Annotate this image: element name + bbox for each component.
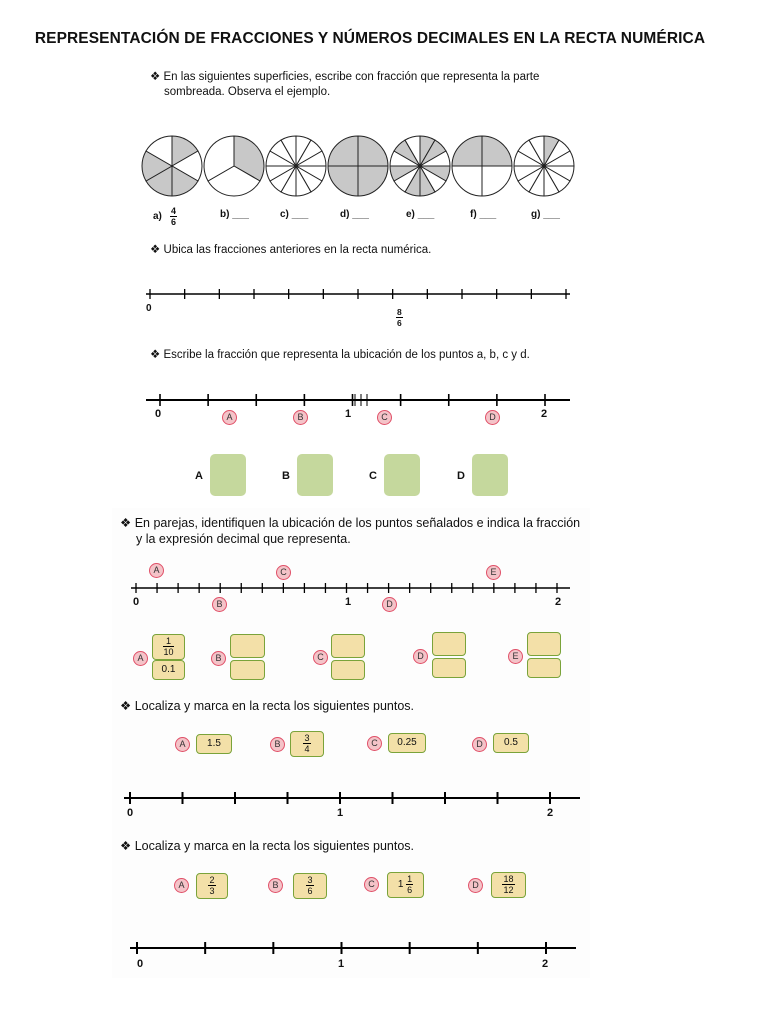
answer-box-c[interactable] bbox=[384, 454, 420, 496]
number-line-1-zero: 0 bbox=[146, 303, 152, 314]
box-label-b: B bbox=[282, 470, 290, 482]
answer-point-d: D bbox=[413, 649, 428, 664]
value-box-d: 0.5 bbox=[493, 733, 529, 753]
value-point-a: A bbox=[175, 737, 190, 752]
box-label-d: D bbox=[457, 470, 465, 482]
label-d: d) ___ bbox=[340, 209, 369, 220]
instruction-locate: ❖ Ubica las fracciones anteriores en la recta numérica. bbox=[150, 244, 432, 256]
point-d: D bbox=[382, 597, 397, 612]
answer-decimal-e[interactable] bbox=[527, 658, 561, 678]
answer-point-c: C bbox=[313, 650, 328, 665]
box-label-c: C bbox=[369, 470, 377, 482]
fraction-circle-1 bbox=[142, 136, 202, 196]
box-label-a: A bbox=[195, 470, 203, 482]
tick-0: 0 bbox=[133, 596, 140, 608]
answer-box-b[interactable] bbox=[297, 454, 333, 496]
tick-2: 2 bbox=[542, 958, 549, 970]
fraction-circle-5 bbox=[390, 136, 450, 196]
instruction-locate-3: ❖ Localiza y marca en la recta los siguientes puntos. bbox=[120, 839, 415, 853]
point-a: A bbox=[149, 563, 164, 578]
bullet-icon: ❖ bbox=[150, 71, 161, 83]
fraction-circle-4 bbox=[328, 136, 388, 196]
instruction-line-2: sombreada. Observa el ejemplo. bbox=[164, 86, 331, 98]
point-e: E bbox=[486, 565, 501, 580]
label-f: f) ___ bbox=[470, 209, 497, 220]
value-point-d: D bbox=[468, 878, 483, 893]
answer-decimal-c[interactable] bbox=[331, 660, 365, 680]
label-g: g) ___ bbox=[531, 209, 560, 220]
number-line-4 bbox=[120, 788, 585, 812]
instruction-line-1: En las siguientes superficies, escribe con fracción que representa la parte bbox=[163, 71, 540, 83]
instruction-pairs: ❖ En parejas, identifiquen la ubicación de los puntos señalados e indica la fracción y la expresión decimal que representa. bbox=[120, 516, 581, 546]
number-line-1-mark: $\frac{8}{6}$ bbox=[397, 307, 402, 328]
answer-fraction-a[interactable]: $\frac{1}{10}$ bbox=[152, 634, 185, 660]
answer-point-b: B bbox=[211, 651, 226, 666]
tick-1: 1 bbox=[337, 807, 344, 819]
tick-2: 2 bbox=[541, 408, 548, 420]
circle-sector bbox=[328, 136, 358, 166]
value-point-d: D bbox=[472, 737, 487, 752]
answer-point-a: A bbox=[133, 651, 148, 666]
tick-1: 1 bbox=[345, 596, 352, 608]
value-box-b: $\frac{3}{6}$ bbox=[293, 873, 327, 899]
tick-2: 2 bbox=[547, 807, 554, 819]
answer-box-a[interactable] bbox=[210, 454, 246, 496]
value-point-c: C bbox=[364, 877, 379, 892]
tick-1: 1 bbox=[338, 958, 345, 970]
point-b: B bbox=[293, 410, 308, 425]
tick-0: 0 bbox=[137, 958, 144, 970]
instruction-circles bbox=[150, 70, 539, 100]
point-d: D bbox=[485, 410, 500, 425]
point-b: B bbox=[212, 597, 227, 612]
answer-fraction-c[interactable] bbox=[331, 634, 365, 658]
fraction-circles bbox=[140, 133, 580, 199]
tick-2: 2 bbox=[555, 596, 562, 608]
value-box-a: $\frac{2}{3}$ bbox=[196, 873, 228, 899]
tick-1: 1 bbox=[345, 408, 352, 420]
page-title: REPRESENTACIÓN DE FRACCIONES Y NÚMEROS DECIMALES EN LA RECTA NUMÉRICA bbox=[34, 30, 706, 47]
value-box-c: 1 $\frac{1}{6}$ bbox=[387, 872, 424, 898]
answer-decimal-b[interactable] bbox=[230, 660, 265, 680]
value-box-c: 0.25 bbox=[388, 733, 426, 753]
fraction-circle-6 bbox=[452, 136, 512, 196]
circle-sector bbox=[358, 166, 388, 196]
circle-sector bbox=[328, 166, 358, 196]
value-point-b: B bbox=[268, 878, 283, 893]
instruction-locate-2: ❖ Localiza y marca en la recta los siguientes puntos. bbox=[120, 699, 415, 713]
answer-box-d[interactable] bbox=[472, 454, 508, 496]
answer-decimal-a[interactable]: 0.1 bbox=[152, 660, 185, 680]
fraction-circle-7 bbox=[514, 136, 574, 196]
point-c: C bbox=[377, 410, 392, 425]
value-box-d: $\frac{18}{12}$ bbox=[491, 872, 526, 898]
label-a: a) bbox=[153, 211, 162, 222]
example-fraction: $\frac{4}{6}$ bbox=[171, 206, 177, 227]
answer-decimal-d[interactable] bbox=[432, 658, 466, 678]
label-c: c) ___ bbox=[280, 209, 309, 220]
value-point-a: A bbox=[174, 878, 189, 893]
tick-0: 0 bbox=[127, 807, 134, 819]
answer-fraction-b[interactable] bbox=[230, 634, 265, 658]
point-c: C bbox=[276, 565, 291, 580]
fraction-circle-2 bbox=[204, 136, 264, 196]
answer-fraction-e[interactable] bbox=[527, 632, 561, 656]
number-line-2 bbox=[140, 388, 580, 412]
instruction-points: ❖ Escribe la fracción que representa la ubicación de los puntos a, b, c y d. bbox=[150, 349, 530, 361]
value-point-b: B bbox=[270, 737, 285, 752]
number-line-3 bbox=[125, 578, 580, 598]
value-box-a: 1.5 bbox=[196, 734, 232, 754]
answer-point-e: E bbox=[508, 649, 523, 664]
number-line-5 bbox=[126, 938, 581, 962]
circle-sector bbox=[482, 166, 512, 196]
point-a: A bbox=[222, 410, 237, 425]
fraction-circle-3 bbox=[266, 136, 326, 196]
label-e: e) ___ bbox=[406, 209, 435, 220]
circle-sector bbox=[482, 136, 512, 166]
number-line-1 bbox=[140, 282, 580, 306]
tick-0: 0 bbox=[155, 408, 162, 420]
circle-sector bbox=[452, 166, 482, 196]
label-b: b) ___ bbox=[220, 209, 249, 220]
value-point-c: C bbox=[367, 736, 382, 751]
circle-sector bbox=[452, 136, 482, 166]
circle-answer-labels bbox=[150, 206, 580, 230]
answer-fraction-d[interactable] bbox=[432, 632, 466, 656]
value-box-b: $\frac{3}{4}$ bbox=[290, 731, 324, 757]
circle-sector bbox=[358, 136, 388, 166]
